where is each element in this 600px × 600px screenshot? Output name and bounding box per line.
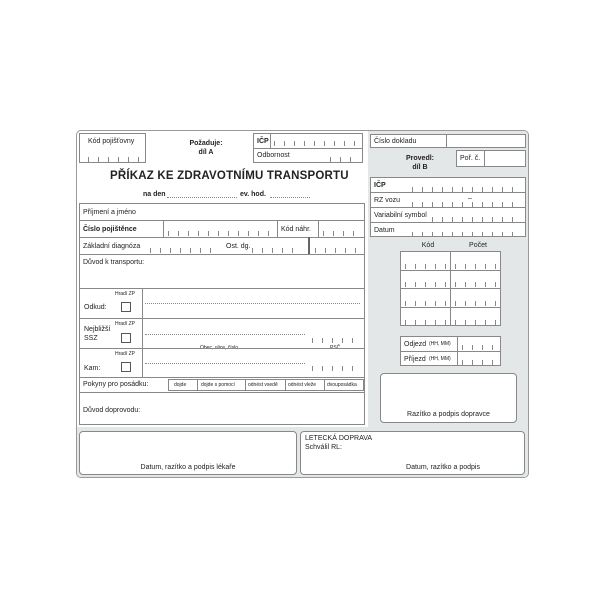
row-divider <box>79 318 365 319</box>
diagnosis-ticks[interactable] <box>150 248 212 253</box>
arrival-format: (HH, MM) <box>429 356 451 362</box>
requested-label: Požaduje: <box>189 140 223 147</box>
cell-divider <box>142 318 143 348</box>
to-checkbox[interactable] <box>121 362 131 372</box>
specialty-ticks <box>330 157 358 162</box>
from-address-field[interactable] <box>145 303 360 304</box>
code-ticks <box>405 264 447 269</box>
row-divider <box>79 348 365 349</box>
variable-symbol-ticks[interactable] <box>432 217 520 222</box>
from-label: Odkud: <box>84 304 107 311</box>
icp-ticks <box>274 141 358 146</box>
nearest-ssz-checkbox[interactable] <box>121 333 131 343</box>
name-label: Příjmení a jméno <box>83 209 136 216</box>
nearest-psc-ticks[interactable] <box>312 338 360 343</box>
option-carry-sitting[interactable]: odnést vsedě <box>248 382 278 388</box>
right-icp-label: IČP <box>374 182 386 189</box>
row-divider <box>370 192 526 193</box>
row-divider <box>400 270 501 271</box>
escort-reason-label: Důvod doprovodu: <box>83 407 141 414</box>
to-label: Kam: <box>84 365 101 372</box>
insured-number-label: Číslo pojištěnce <box>83 226 137 233</box>
arrival-label: Příjezd <box>404 356 426 363</box>
code-ticks <box>405 320 447 325</box>
other-diag-label: Ost. dg. <box>226 243 251 250</box>
approved-by-label: Schválil RL: <box>305 444 342 451</box>
cell-divider <box>277 220 278 237</box>
variable-symbol-label: Variabilní symbol <box>374 212 427 219</box>
count-ticks <box>455 301 497 306</box>
other-diag-ticks[interactable] <box>252 248 302 253</box>
cell-divider <box>285 379 286 391</box>
icp-label: IČP <box>257 138 269 145</box>
cell-divider <box>484 150 485 167</box>
vehicle-plate-ticks[interactable] <box>412 202 520 207</box>
vehicle-plate-label: RZ vozu <box>374 197 401 204</box>
row-divider <box>400 351 501 352</box>
count-column-header: Počet <box>469 242 487 249</box>
insured-number-ticks[interactable] <box>168 231 272 236</box>
transport-reason-label: Důvod k transportu: <box>83 259 145 266</box>
nearest-label: Nejbližší <box>84 326 111 333</box>
diagnosis-label: Základní diagnóza <box>83 243 141 250</box>
performed-label: Provedl: <box>405 155 434 162</box>
code-ticks <box>405 282 447 287</box>
from-checkbox[interactable] <box>121 302 131 312</box>
to-psc-ticks[interactable] <box>312 366 360 371</box>
reimb-code-ticks[interactable] <box>323 231 361 236</box>
cell-divider <box>308 237 310 254</box>
air-signature-label: Datum, razítko a podpis <box>406 464 480 471</box>
option-carry-lying[interactable]: odnést vleže <box>288 382 317 388</box>
date-right-ticks[interactable] <box>412 232 520 237</box>
row-divider <box>370 222 526 223</box>
row-divider <box>79 254 365 255</box>
count-ticks <box>455 320 497 325</box>
order-number-label: Poř. č. <box>460 155 481 162</box>
specialty-label: Odbornost <box>257 152 290 159</box>
row-divider <box>79 377 365 378</box>
nearest-address-field[interactable] <box>145 334 305 335</box>
row-divider <box>79 392 365 393</box>
option-two-crew[interactable]: dvouposádka <box>327 382 357 388</box>
cell-divider <box>457 336 458 366</box>
address-hint: Obec, ulice, číslo <box>200 345 239 351</box>
row-divider <box>370 207 526 208</box>
date-label: na den <box>143 191 166 198</box>
cell-divider <box>446 134 447 148</box>
code-ticks <box>405 301 447 306</box>
ssz-label: SSZ <box>84 335 98 342</box>
cell-divider <box>197 379 198 391</box>
row-divider <box>400 288 501 289</box>
insurer-code-ticks <box>88 157 140 162</box>
cell-divider <box>142 288 143 318</box>
date-right-label: Datum <box>374 227 395 234</box>
right-icp-ticks[interactable] <box>412 187 520 192</box>
plate-dash: – <box>468 195 472 202</box>
insurer-pays-label-3: Hradí ZP <box>115 351 136 357</box>
air-transport-label: LETECKÁ DOPRAVA <box>305 435 373 442</box>
row-divider <box>79 237 365 238</box>
other-diag2-ticks[interactable] <box>315 248 361 253</box>
code-column-header: Kód <box>421 242 435 249</box>
insurer-code-label: Kód pojišťovny <box>88 138 135 145</box>
cell-divider <box>318 220 319 237</box>
row-divider <box>79 220 365 221</box>
departure-label: Odjezd <box>404 341 427 348</box>
reimb-code-label: Kód náhr. <box>281 226 311 233</box>
psc-hint: PSČ <box>330 345 341 351</box>
icp-divider <box>253 148 363 149</box>
option-walks[interactable]: dojde <box>174 382 187 388</box>
cell-divider <box>324 379 325 391</box>
count-ticks <box>455 282 497 287</box>
cell-divider <box>142 348 143 377</box>
doctor-signature-label: Datum, razítko a podpis lékaře <box>140 464 236 471</box>
departure-format: (HH, MM) <box>429 341 451 347</box>
carrier-stamp-label: Razítko a podpis dopravce <box>407 411 490 418</box>
arrival-ticks[interactable] <box>462 360 496 365</box>
insurer-pays-label-1: Hradí ZP <box>115 291 136 297</box>
cell-divider <box>245 379 246 391</box>
departure-ticks[interactable] <box>462 345 496 350</box>
document-number-label: Číslo dokladu <box>374 138 417 145</box>
row-divider <box>400 307 501 308</box>
icp-vert <box>270 133 271 148</box>
to-address-field[interactable] <box>145 363 305 364</box>
count-ticks <box>455 264 497 269</box>
row-divider <box>79 288 365 289</box>
part-b-label: díl B <box>412 164 428 171</box>
page-title: PŘÍKAZ KE ZDRAVOTNÍMU TRANSPORTU <box>110 170 349 182</box>
time-field[interactable] <box>270 197 310 198</box>
crew-instructions-label: Pokyny pro posádku: <box>83 381 149 388</box>
option-walks-assisted[interactable]: dojde s pomocí <box>201 382 235 388</box>
part-a-label: díl A <box>198 149 214 156</box>
time-label: ev. hod. <box>240 191 266 198</box>
cell-divider <box>163 220 164 237</box>
name-field[interactable] <box>150 204 364 219</box>
insurer-pays-label-2: Hradí ZP <box>115 321 136 327</box>
date-field[interactable] <box>167 197 237 198</box>
